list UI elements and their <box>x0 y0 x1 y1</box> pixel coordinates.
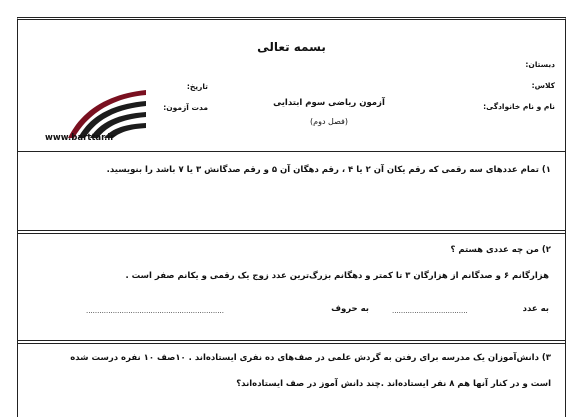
class-label: کلاس: <box>531 81 555 90</box>
barttar-logo <box>60 60 150 140</box>
question-2-text: هزارگانم ۶ و صدگانم از هزارگان ۳ تا کمتر و دهگانم بزرگ‌ترین عدد زوج یک رقمی و یکانم صفر است . <box>125 271 549 281</box>
question-3-line-2: است و در کنار آنها هم ۸ نفر ایستاده‌اند .چند دانش آموز در صف ایستاده‌اند؟ <box>236 379 551 389</box>
date-label: تاریخ: <box>186 82 208 91</box>
logo-text: www.barttar.ir <box>45 133 115 143</box>
digits-label: به عدد <box>522 304 549 314</box>
divider <box>18 343 565 344</box>
divider <box>18 340 565 341</box>
letters-label: به حروف <box>331 304 369 314</box>
digits-answer-line: .................................. <box>392 307 468 315</box>
letters-answer-line: .............................................................. <box>86 307 224 315</box>
school-label: دبستان: <box>525 60 555 69</box>
exam-subtitle: (فصل دوم) <box>310 117 348 126</box>
name-label: نام و نام خانوادگی: <box>483 102 555 111</box>
question-1: ۱) تمام عددهای سه رقمی که رقم یکان آن ۲ یا ۴ ، رقم دهگان آن ۵ و رقم صدگانش ۳ یا ۷ باشد را بنویسید. <box>106 165 551 175</box>
question-3-line-1: ۳) دانش‌آموزان یک مدرسه برای رفتن به گردش علمی در صف‌های ده نفری ایستاده‌اند . ۱۰صف ۱۰ نفره درست شده <box>70 353 551 363</box>
exam-sheet <box>17 17 566 417</box>
duration-label: مدت آزمون: <box>163 103 208 112</box>
question-2-title: ۲) من چه عددی هستم ؟ <box>450 245 551 255</box>
page-title: بسمه تعالی <box>257 40 326 54</box>
exam-title: آزمون ریاضی سوم ابتدایی <box>273 98 385 108</box>
divider <box>18 233 565 234</box>
divider <box>18 151 565 152</box>
divider <box>18 230 565 231</box>
